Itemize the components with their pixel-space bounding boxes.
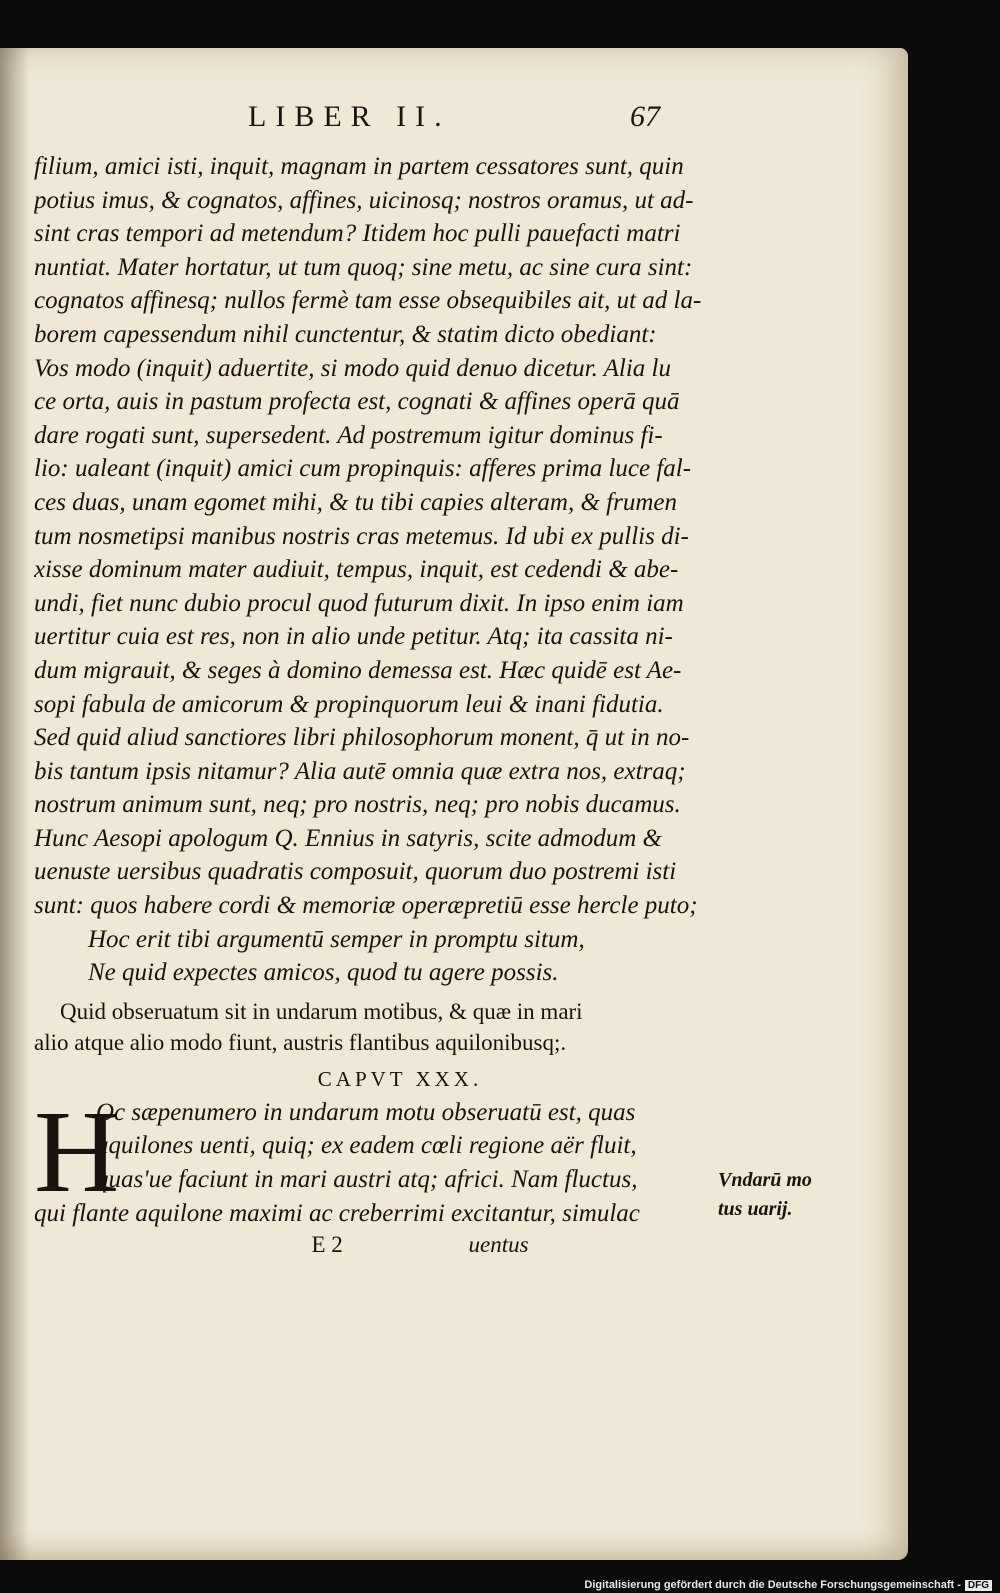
summary-line: Quid obseruatum sit in undarum motibus, & quæ in mari: [60, 998, 583, 1024]
body-line: potius imus, & cognatos, affines, uicinosq; nostros oramus, ut ad-: [34, 186, 694, 214]
verse-line: Ne quid expectes amicos, quod tu agere possis.: [88, 959, 559, 987]
body-line: lio: ualeant (inquit) amici cum propinquis: afferes prima luce fal-: [34, 455, 692, 483]
body-line: sopi fabula de amicorum & propinquorum leui & inani fidutia.: [34, 690, 664, 718]
summary-line: alio atque alio modo fiunt, austris flantibus aquilonibusq;.: [34, 1029, 567, 1055]
signature-mark: E 2: [311, 1232, 343, 1258]
body-line: dum migrauit, & seges à domino demessa est. Hæc quidē est Ae-: [34, 656, 682, 684]
verse-line: Hoc erit tibi argumentū semper in promptu situm,: [88, 925, 585, 953]
page-gutter-shadow: [0, 48, 30, 1560]
body-line: undi, fiet nunc dubio procul quod futurum dixit. In ipso enim iam: [34, 589, 684, 617]
body-line: sint cras tempori ad metendum? Itidem hoc pulli pauefacti matri: [34, 220, 681, 248]
chapter-line: aquilones uenti, quiq; ex eadem cœli regione aër fluit,: [96, 1132, 637, 1160]
chapter-summary: [34, 996, 706, 1058]
body-line: cognatos affinesq; nullos fermè tam esse obsequibiles ait, ut ad la-: [34, 287, 702, 315]
marginal-note-line: tus uarij.: [718, 1198, 793, 1220]
body-line: ce orta, auis in pastum profecta est, cognati & affines operā quā: [34, 388, 680, 416]
dfg-logo: DFG: [965, 1580, 992, 1591]
drop-cap: H: [34, 1085, 120, 1217]
body-line: uertitur cuia est res, non in alio unde petitur. Atq; ita cassita ni-: [34, 623, 673, 651]
body-line: dare rogati sunt, supersedent. Ad postremum igitur dominus fi-: [34, 421, 663, 449]
body-line: uenuste uersibus quadratis composuit, quorum duo postremi isti: [34, 858, 677, 886]
running-head: LIBER II.: [248, 100, 451, 133]
digitization-credit: [584, 1579, 992, 1591]
chapter-heading: CAPVT XXX.: [317, 1066, 483, 1091]
credit-text: Digitalisierung gefördert durch die Deutsche Forschungsgemeinschaft -: [584, 1579, 961, 1591]
body-line: borem capessendum nihil cunctentur, & statim dicto obediant:: [34, 320, 657, 348]
body-line: Vos modo (inquit) aduertite, si modo quid denuo dicetur. Alia lu: [34, 354, 671, 382]
text-block: [34, 150, 706, 1260]
body-line: nuntiat. Mater hortatur, ut tum quoq; sine metu, ac sine cura sint:: [34, 253, 693, 281]
body-line: Hunc Aesopi apologum Q. Ennius in satyris, scite admodum &: [34, 824, 662, 852]
body-line: ces duas, unam egomet mihi, & tu tibi capies alteram, & frumen: [34, 488, 677, 516]
body-line: nostrum animum sunt, neq; pro nostris, neq; pro nobis ducamus.: [34, 791, 681, 819]
chapter-body: [34, 1085, 706, 1230]
body-line: bis tantum ipsis nitamur? Alia autē omnia quæ extra nos, extraq;: [34, 757, 686, 785]
catchword: uentus: [468, 1232, 529, 1258]
marginal-note: [718, 1166, 838, 1224]
body-line: xisse dominum mater audiuit, tempus, inquit, est cedendi & abe-: [34, 556, 679, 584]
page-number: 67: [630, 100, 660, 133]
body-line: tum nosmetipsi manibus nostris cras metemus. Id ubi ex pullis di-: [34, 522, 689, 550]
chapter-line: quas'ue faciunt in mari austri atq; africi. Nam fluctus,: [96, 1166, 638, 1194]
marginal-note-line: Vndarū mo: [718, 1169, 812, 1191]
verse-quotation: [34, 923, 706, 990]
body-line: sunt: quos habere cordi & memoriæ operæpretiū esse hercle puto;: [34, 892, 698, 920]
chapter-line: qui flante aquilone maximi ac creberrimi excitantur, simulac: [34, 1199, 640, 1227]
page-footer: [34, 1230, 706, 1260]
body-line: Sed quid aliud sanctiores libri philosophorum monent, q̄ ut in no-: [34, 724, 690, 752]
body-paragraph: [34, 150, 706, 923]
chapter-line: Oc sæpenumero in undarum motu obseruatū est, quas: [96, 1098, 636, 1126]
body-line: filium, amici isti, inquit, magnam in partem cessatores sunt, quin: [34, 153, 684, 180]
